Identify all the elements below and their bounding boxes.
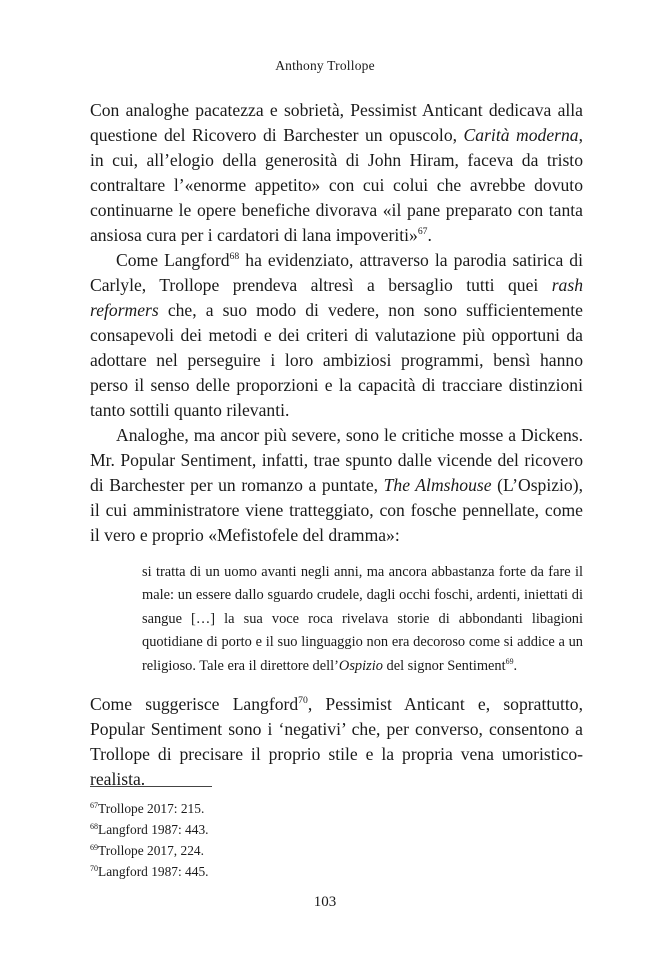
paragraph-1: Con analoghe pacatezza e sobrietà, Pessimist Anticant dedicava alla questione del Ricovero di Barchester un opuscolo, Carità moderna, in cui, all’elogio della generosità di John Hiram, faceva da tristo contraltare l’«enorme appetito» con cui colui che avrebbe dovuto continuarne le opere benefiche divorava «il pane preparato con tanta ansiosa cura per i cardatori di lana impoveriti»$^{67}$. xyxy=(90,100,583,245)
paragraph-4: Come suggerisce Langford$^{70}$, Pessimist Anticant e, soprattutto, Popular Sentiment sono i ‘negativi’ che, per converso, consentono a Trollope di precisare il proprio stile e la propria vena umoristico-realista. xyxy=(90,694,583,790)
footnote-separator xyxy=(90,786,212,787)
work-title: The Almshouse xyxy=(383,475,492,495)
footnote: $^{70}$Langford 1987: 445. xyxy=(90,864,209,879)
block-quote: si tratta di un uomo avanti negli anni, ma ancora abbastanza forte da fare il male: un essere dallo sguardo crudele, dagli occhi foschi, ardenti, iniettati di sangue […] la sua voce roca rivelava storie di abbondanti libagioni quotidiane di porto e il suo linguaggio non era decoroso come si addice a un religioso. Tale era il direttore dell’Ospizio del signor Sentiment$^{69}$. xyxy=(142,564,583,674)
italic-term: rash reformers xyxy=(90,275,583,320)
footnote-ref-68[interactable]: 68 xyxy=(229,250,240,262)
footnote-ref-69[interactable]: 69 xyxy=(505,656,514,666)
footnotes xyxy=(90,786,583,882)
main-text xyxy=(90,98,583,792)
footnote-ref-70[interactable]: 70 xyxy=(298,694,308,706)
page-number: 103 xyxy=(313,894,337,910)
work-title: Ospizio xyxy=(338,657,383,674)
footnote: $^{68}$Langford 1987: 443. xyxy=(90,822,209,837)
footnote-ref-67[interactable]: 67 xyxy=(417,225,428,237)
running-head: Anthony Trollope xyxy=(275,58,375,73)
footnote: $^{67}$Trollope 2017: 215. xyxy=(90,801,205,816)
work-title: Carità moderna xyxy=(463,125,579,145)
footnote: $^{69}$Trollope 2017, 224. xyxy=(90,843,204,858)
paragraph-3: Analoghe, ma ancor più severe, sono le critiche mosse a Dickens. Mr. Popular Sentiment, infatti, trae spunto dalle vicende del ricovero di Barchester per un romanzo a puntate, The Almshouse (L’Ospizio), il cui amministratore viene tratteggiato, con fosche pennellate, come il vero e proprio «Mefistofele del dramma»: xyxy=(90,425,583,545)
paragraph-2: Come Langford$^{68}$ ha evidenziato, attraverso la parodia satirica di Carlyle, Trollope prendeva altresì a bersaglio tutti quei rash reformers che, a suo modo di vedere, non sono sufficientemente consapevoli dei metodi e dei criteri di valutazione più opportuni da adottare nel perseguire i loro ambiziosi programmi, bensì hanno perso il senso delle proporzioni e la capacità di tracciare distinzioni tanto sottili quanto rilevanti. xyxy=(90,250,583,420)
